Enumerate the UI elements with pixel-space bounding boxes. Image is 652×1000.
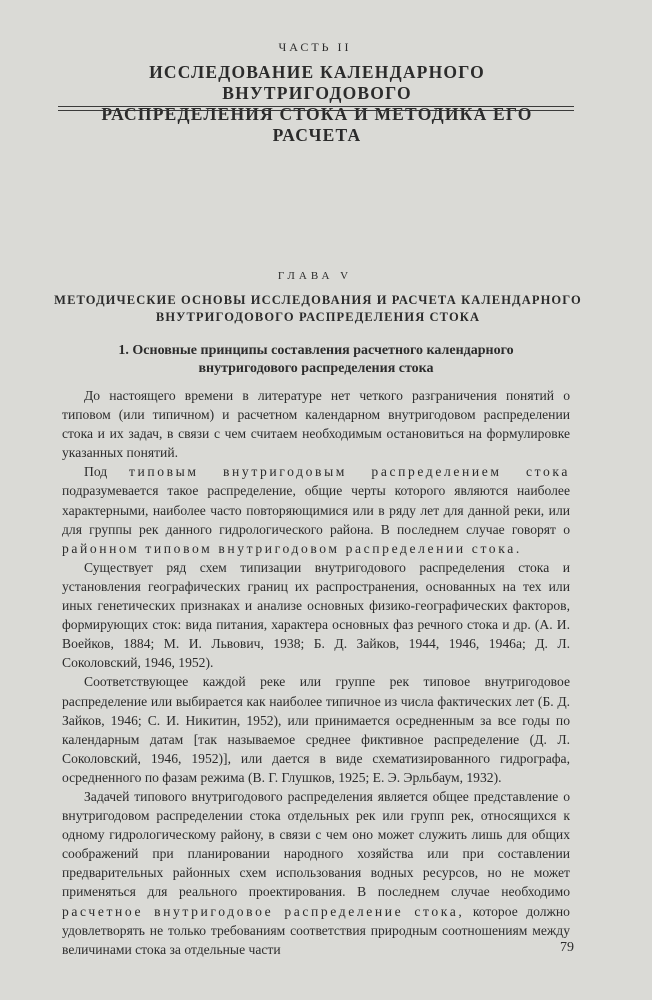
- paragraph-2: [62, 462, 570, 557]
- section-title: [50, 342, 582, 378]
- section-title-line-1: 1. Основные принципы составления расчетного календарного: [118, 343, 514, 358]
- part-title-line-2: РАСПРЕДЕЛЕНИЯ СТОКА И МЕТОДИКА ЕГО РАСЧЕТА: [101, 104, 533, 145]
- chapter-title-line-2: ВНУТРИГОДОВОГО РАСПРЕДЕЛЕНИЯ СТОКА: [155, 310, 481, 324]
- section-title-line-2: внутригодового распределения стока: [198, 361, 434, 376]
- page-number: 79: [560, 940, 574, 955]
- chapter-label: ГЛАВА V: [277, 270, 353, 282]
- paragraph-5: [62, 787, 570, 959]
- paragraph-4: Соответствующее каждой реке или группе рек типовое внутригодовое распределение или выбирается как наиболее типичное из числа фактических лет (Б. Д. Зайков, 1946; С. И. Никитин, 1952), или принимается осредненным за все годы по календарным датам [так называемое среднее фиктивное распределение (Д. Л. Соколовский, 1946, 1952)], или дается в виде схематизированного гидрографа, осредненного по фазам режима (В. Г. Глушков, 1925; Е. Э. Эрльбаум, 1932).: [62, 674, 570, 785]
- chapter-title-line-1: МЕТОДИЧЕСКИЕ ОСНОВЫ ИССЛЕДОВАНИЯ И РАСЧЕТА КАЛЕНДАРНОГО: [54, 293, 582, 307]
- paragraph-3: Существует ряд схем типизации внутригодового распределения стока и установления географических границ их распространения, основанных на тех или иных генетических признаках и анализе основных физико-географических факторов, формирующих сток: вида питания, характера основных фаз речного стока и др. (А. И. Воейков, 1884; М. И. Львович, 1938; Б. Д. Зайков, 1944, 1946, 1946а; Д. Л. Соколовский, 1946, 1952).: [62, 559, 570, 671]
- body-text: [62, 386, 570, 959]
- term-design-distribution: расчетное внутригодовое распределение стока,: [62, 903, 465, 919]
- paragraph-1: До настоящего времени в литературе нет четкого разграничения понятий о типовом (или типичном) и расчетном календарном внутригодовом распределении стока и их задач, в связи с чем считаем необходимым остановиться на формулировке указанных понятий.: [62, 388, 570, 461]
- term-regional-distribution: районном типовом внутригодовом распределении стока.: [62, 540, 522, 556]
- term-typical-distribution: типовым внутригодовым распределением стока: [128, 464, 571, 480]
- part-title: [62, 62, 572, 146]
- paragraph-5-body-a: Задачей типового внутригодового распределения является общее представление о внутригодовом распределении стока отдельных рек или групп рек, относящихся к одному гидрологическому району, в связи с чем оно может служить лишь для общих соображений при планировании народного хозяйства или при составлении предварительных районных схем использования водных ресурсов, но не может применяться для реального проектирования. В последнем случае необходимо: [62, 788, 570, 900]
- chapter-title: [40, 292, 596, 326]
- paragraph-2-lead: Под: [84, 464, 108, 480]
- paragraph-5-body-b: которое должно удовлетворять не только требованиям соответствия природным соотношениям между величинами стока за отдельные части: [62, 903, 570, 957]
- paragraph-2-body: подразумевается такое распределение, общие черты которого являются наиболее характерными, наиболее часто повторяющимися или в ряду лет для данной реки, или для группы рек данного гидрологического района. В последнем случае говорят о: [62, 483, 570, 537]
- header-rule-thin: [58, 106, 574, 107]
- part-label: ЧАСТЬ II: [278, 40, 352, 54]
- part-title-line-1: ИССЛЕДОВАНИЕ КАЛЕНДАРНОГО ВНУТРИГОДОВОГО: [149, 62, 485, 103]
- header-rule-double: [58, 110, 574, 111]
